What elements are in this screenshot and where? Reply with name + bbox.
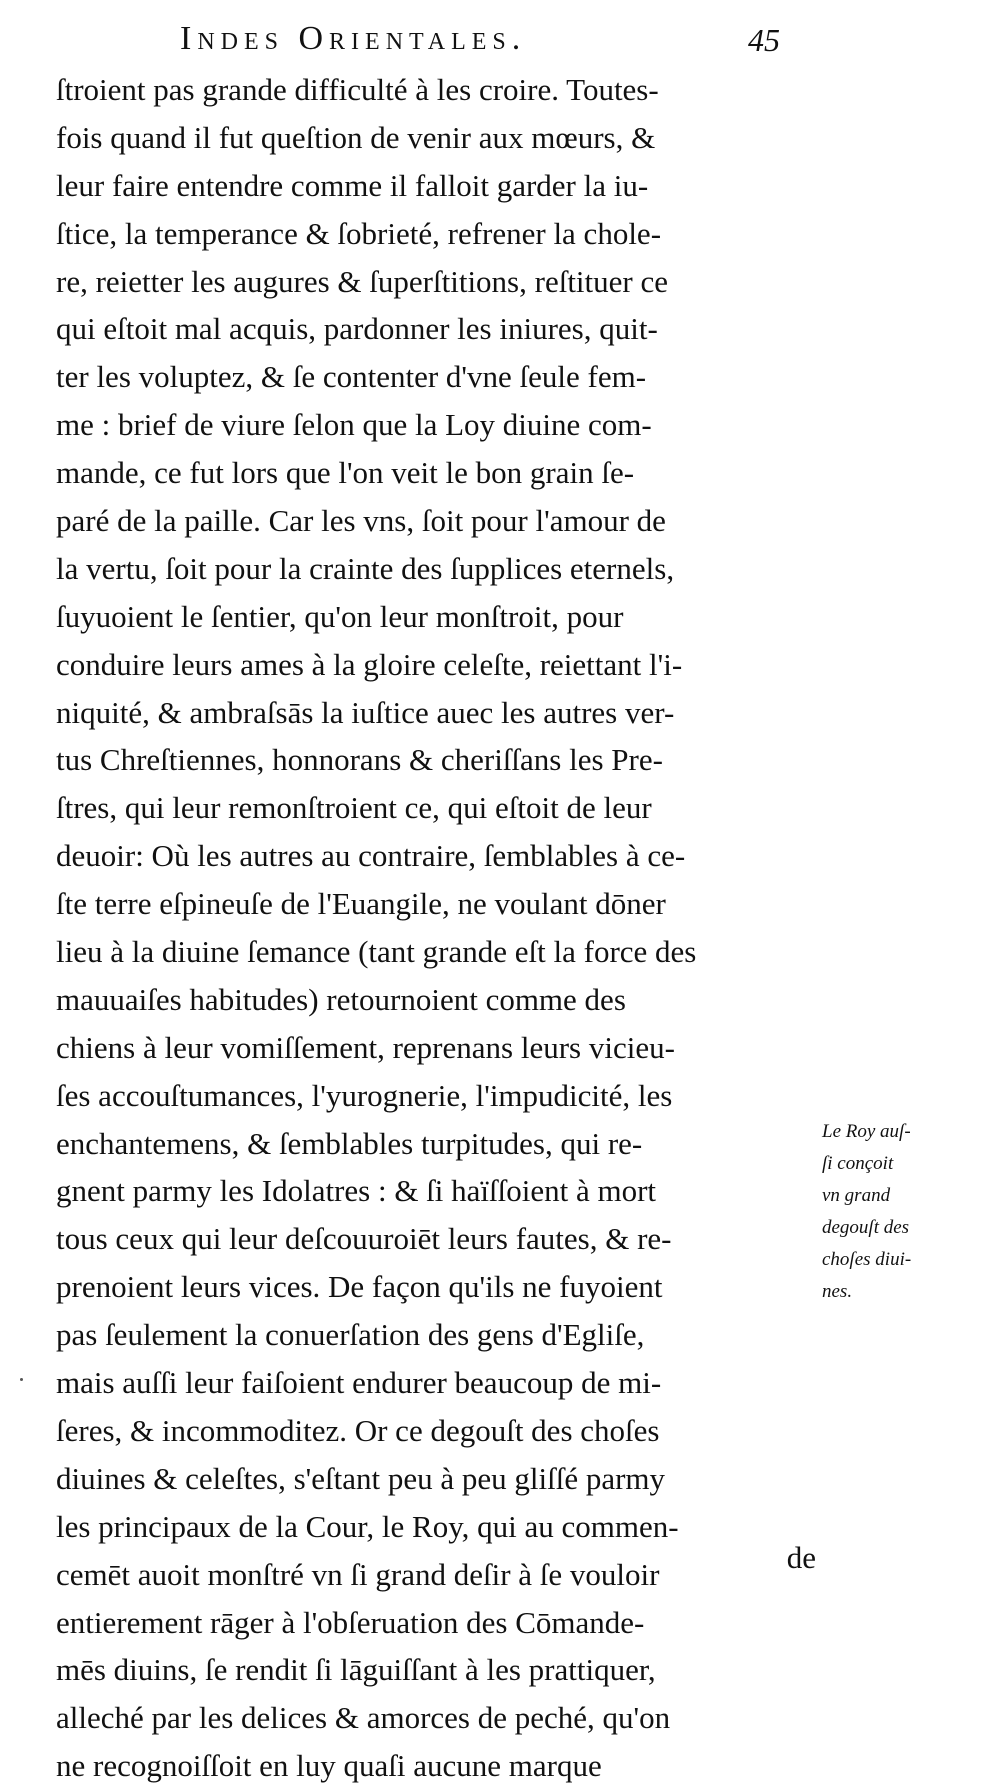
text-line: mande, ce fut lors que l'on veit le bon grain ſe- bbox=[56, 455, 635, 491]
text-line: ſuyuoient le ſentier, qu'on leur monſtroit, pour bbox=[56, 598, 624, 634]
text-line: cemēt auoit monſtré vn ſi grand deſir à ſe vouloir bbox=[56, 1556, 660, 1592]
marginal-note-line: degouſt des bbox=[822, 1217, 910, 1238]
text-line: pas ſeulement la conuerſation des gens d'Egliſe, bbox=[56, 1317, 645, 1353]
text-line: conduire leurs ames à la gloire celeſte, reiettant l'i- bbox=[56, 646, 683, 682]
text-line: fois quand il fut queſtion de venir aux mœurs, & bbox=[56, 119, 656, 155]
text-line: la vertu, ſoit pour la crainte des ſupplices eternels, bbox=[56, 550, 675, 586]
text-line: mēs diuins, ſe rendit ſi lāguiſſant à les prattiquer, bbox=[56, 1652, 656, 1688]
marginal-note bbox=[822, 1116, 942, 1308]
text-line: niquité, & ambraſsās la iuſtice auec les autres ver- bbox=[56, 694, 675, 730]
text-line: ter les voluptez, & ſe contenter d'vne ſeule fem- bbox=[56, 359, 647, 395]
ink-speck bbox=[20, 1378, 23, 1381]
running-title: Indes Orientales. bbox=[180, 20, 527, 57]
marginal-note-line: Le Roy auſ- bbox=[822, 1121, 911, 1142]
text-line: entierement rāger à l'obſeruation des Cōmande- bbox=[56, 1604, 645, 1640]
text-line: paré de la paille. Car les vns, ſoit pour l'amour de bbox=[56, 503, 666, 539]
text-line: les principaux de la Cour, le Roy, qui au commen- bbox=[56, 1508, 679, 1544]
body-text bbox=[56, 66, 816, 1790]
marginal-note-line: nes. bbox=[822, 1281, 853, 1302]
text-line: ſes accouſtumances, l'yurognerie, l'impudicité, les bbox=[56, 1077, 673, 1113]
text-line: deuoir: Où les autres au contraire, ſemblables à ce- bbox=[56, 838, 686, 874]
text-line: ſtres, qui leur remonſtroient ce, qui eſtoit de leur bbox=[56, 790, 652, 826]
text-line: mauuaiſes habitudes) retournoient comme des bbox=[56, 981, 626, 1017]
marginal-note-line: ſi conçoit bbox=[822, 1153, 894, 1174]
marginal-note-line: choſes diui- bbox=[822, 1249, 912, 1270]
text-line: lieu à la diuine ſemance (tant grande eſt la force des bbox=[56, 934, 697, 970]
text-line: alleché par les delices & amorces de peché, qu'on bbox=[56, 1700, 671, 1736]
text-line: leur faire entendre comme il falloit garder la iu- bbox=[56, 167, 649, 203]
catchword: de bbox=[786, 1540, 816, 1575]
text-line: gnent parmy les Idolatres : & ſi haïſſoient à mort bbox=[56, 1173, 657, 1209]
text-line: ſte terre eſpineuſe de l'Euangile, ne voulant dōner bbox=[56, 886, 666, 922]
text-line: ſtroient pas grande difficulté à les croire. Toutes- bbox=[56, 72, 659, 107]
text-line: enchantemens, & ſemblables turpitudes, qui re- bbox=[56, 1125, 643, 1161]
text-line: tous ceux qui leur deſcouuroiēt leurs fautes, & re- bbox=[56, 1221, 672, 1257]
page-header bbox=[180, 14, 780, 64]
text-line: ne recognoiſſoit en luy quaſi aucune marque bbox=[56, 1748, 602, 1784]
text-line: mais auſſi leur faiſoient endurer beaucoup de mi- bbox=[56, 1365, 662, 1401]
marginal-note-line: vn grand bbox=[822, 1185, 891, 1206]
text-line: re, reietter les augures & ſuperſtitions, reſtituer ce bbox=[56, 263, 669, 299]
text-line: qui eſtoit mal acquis, pardonner les iniures, quit- bbox=[56, 311, 658, 347]
text-line: prenoient leurs vices. De façon qu'ils ne fuyoient bbox=[56, 1269, 663, 1305]
text-line: ſtice, la temperance & ſobrieté, refrener la chole- bbox=[56, 215, 662, 251]
text-line: chiens à leur vomiſſement, reprenans leurs vicieu- bbox=[56, 1029, 675, 1065]
text-line: tus Chreſtiennes, honnorans & cheriſſans les Pre- bbox=[56, 742, 663, 778]
text-line: ſeres, & incommoditez. Or ce degouſt des choſes bbox=[56, 1412, 660, 1448]
text-line: me : brief de viure ſelon que la Loy diuine com- bbox=[56, 407, 652, 443]
page-number: 45 bbox=[748, 22, 780, 58]
text-line: diuines & celeſtes, s'eſtant peu à peu gliſſé parmy bbox=[56, 1460, 666, 1496]
